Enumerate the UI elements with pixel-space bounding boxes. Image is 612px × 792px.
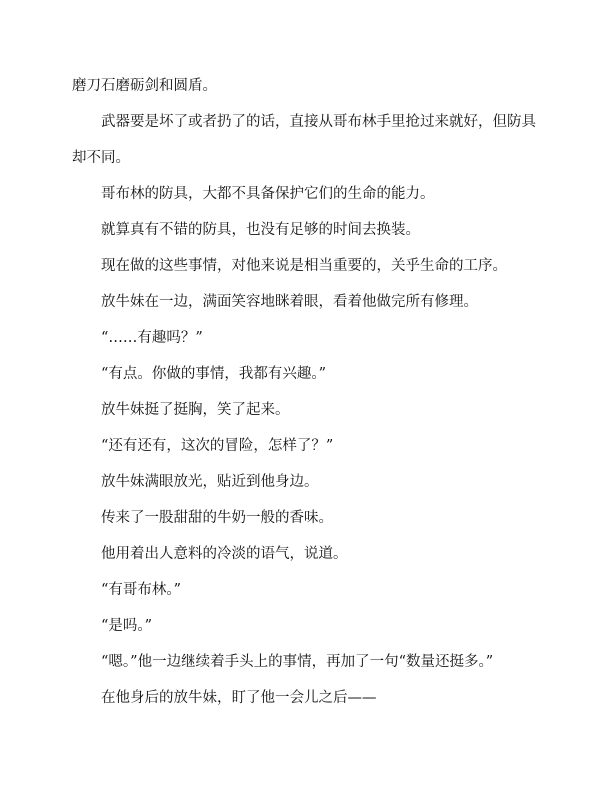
paragraph: 就算真有不错的防具，也没有足够的时间去换装。 xyxy=(101,222,420,238)
paragraph: 哥布林的防具，大都不具备保护它们的生命的能力。 xyxy=(101,186,435,202)
body-text xyxy=(72,68,540,716)
paragraph: 在他身后的放牛妹，盯了他一会儿之后—— xyxy=(101,690,377,706)
paragraph: “有点。你做的事情，我都有兴趣。” xyxy=(101,366,327,382)
paragraph: 放牛妹在一边，满面笑容地眯着眼，看着他做完所有修理。 xyxy=(101,294,478,310)
paragraph: “是吗。” xyxy=(101,618,153,634)
paragraph: “还有还有，这次的冒险，怎样了？” xyxy=(101,438,334,454)
paragraph: 放牛妹挺了挺胸，笑了起来。 xyxy=(101,402,290,418)
paragraph: “嗯。”他一边继续着手头上的事情，再加了一句“数量还挺多。” xyxy=(101,654,494,670)
paragraph: 放牛妹满眼放光，贴近到他身边。 xyxy=(101,474,319,490)
paragraph: 传来了一股甜甜的牛奶一般的香味。 xyxy=(101,510,333,526)
paragraph: 武器要是坏了或者扔了的话，直接从哥布林手里抢过来就好，但防具却不同。 xyxy=(72,114,536,166)
paragraph: 现在做的这些事情，对他来说是相当重要的，关乎生命的工序。 xyxy=(101,258,507,274)
paragraph: “有哥布林。” xyxy=(101,582,182,598)
paragraph: 磨刀石磨砺剑和圆盾。 xyxy=(72,78,217,94)
paragraph: 他用着出人意料的冷淡的语气，说道。 xyxy=(101,546,348,562)
paragraph: “……有趣吗？” xyxy=(101,330,203,346)
